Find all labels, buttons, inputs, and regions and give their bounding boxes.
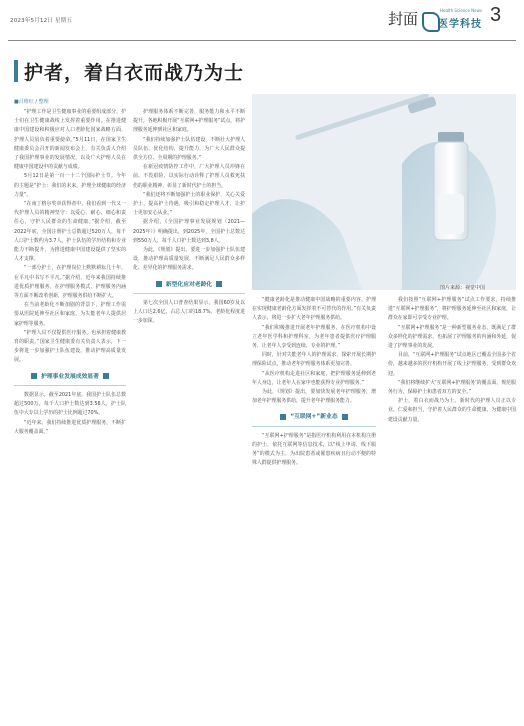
paragraph: “健康老龄化是推动健康中国战略的重要内容。护理在实现健康老龄化方面发挥着不可替代的作用。”有关负责人表示，将进一步扩大老年护理服务供给。 (252, 297, 376, 322)
paragraph: 据介绍，《全国护理事业发展规划（2021—2025年）》明确提出，到2025年，全国护士总数达到550万人，每千人口护士数达到3.8人。 (133, 219, 245, 244)
paragraph: “护理人员不仅提供医疗服务，也承担着健康教育的职责。”国家卫生健康委有关负责人表示，下一步将进一步加强护士队伍建设，推动护理高质量发展。 (14, 329, 126, 364)
article-photo (252, 94, 516, 290)
paragraph: 护士，着白衣而战乃为士。新时代的护理人员正以专业、仁爱和担当，守护着人民群众的生命健康，为健康中国建设贡献力量。 (388, 398, 516, 423)
logo-english-name: Health Science News (440, 8, 482, 13)
section-name: 封面 (388, 10, 419, 28)
paragraph: 在新冠疫情防控工作中，广大护理人员冲锋在前、不畏艰险，以实际行动诠释了护理人员救死扶伤的职业精神，彰显了新时代护士的担当。 (133, 164, 245, 189)
subhead-text: 护理事业发展成效显著 (41, 373, 99, 380)
paragraph: 为此，《规划》提出，要加快发展老年护理服务，增加老年护理服务供给，提升老年护理服务能力。 (252, 389, 376, 405)
paragraph: “互联网+护理服务”是指医疗机构利用在本机构注册的护士，依托互联网等信息技术，以“线上申请、线下服务”的模式为主，为出院患者或罹患疾病且行动不便的特殊人群提供护理服务。 (252, 432, 376, 467)
subhead-marker-icon (156, 281, 162, 287)
subhead-marker-icon (342, 414, 348, 420)
page-header (0, 0, 524, 44)
article-column-1 (14, 108, 126, 720)
subhead-divider (252, 426, 376, 427)
subhead-divider (133, 293, 245, 294)
subhead-marker-icon (216, 281, 222, 287)
paragraph: “我们积极推进开展老年护理服务，在医疗机构中设立老年医学科和护理科室，为老年患者提供医疗护理服务，让老年人享受到连续、专业的护理。” (252, 324, 376, 350)
paragraph: “在南丁格尔奖章获得者中，我们看到一代又一代护理人员的精神坚守：以爱心、耐心、细心和责任心，守护人民群众的生命健康。”据介绍，截至2022年底，全国注册护士总数超过520万人，每千人口护士数约为3.7人。护士队伍的学历结构和专业能力不断提升，为推进健康中国建设提供了坚实的人才支撑。 (14, 201, 126, 263)
paragraph: “我们将继续扩大‘互联网+护理服务’的覆盖面，规范服务行为，保障护士和患者双方的安全。” (388, 379, 516, 396)
subhead-text: 新型化应对老龄化 (165, 281, 213, 288)
section-subhead-1 (14, 373, 126, 386)
issue-date: 2023年5月12日 星期五 (10, 18, 73, 24)
page-number: 3 (490, 4, 502, 26)
article-column-2 (133, 108, 245, 720)
subhead-marker-icon (31, 373, 37, 379)
medical-vial-illustration (252, 94, 516, 290)
header-rule (8, 40, 516, 41)
paragraph: 目前，“互联网+护理服务”试点地区已覆盖全国多个省份，越来越多的医疗机构开展了线上护理服务，受到群众欢迎。 (388, 352, 516, 377)
paragraph: 第七次全国人口普查结果显示，我国60岁及以上人口达2.6亿，占总人口的18.7%。老龄化程度进一步加深。 (133, 299, 245, 325)
subhead-marker-icon (280, 414, 286, 420)
paragraph: 为此，《规划》提出，要进一步加强护士队伍建设，推动护理高质量发展，不断满足人民群众多样化、差异化的护理服务需求。 (133, 247, 245, 272)
article-title: 护者，着白衣而战乃为士 (24, 62, 245, 84)
paragraph: “互联网+护理服务”是一种新型服务业态，既满足了群众多样化的护理需求，也拓展了护理服务的内涵和外延，促进了护理事业的发展。 (388, 324, 516, 350)
paragraph: “近年来，我们持续推进优质护理服务，不断扩大服务覆盖面。” (14, 419, 126, 435)
paragraph: 我们按照“互联网+护理服务”试点工作要求，持续推进“互联网+护理服务”，将护理服务延伸至社区和家庭，让群众在家即可享受专业护理。 (388, 297, 516, 322)
subhead-text: “互联网+”新业态 (290, 414, 338, 421)
paragraph: “从医疗机构走进社区和家庭，把护理服务延伸到老年人身边，让老年人在家中也能获得专业护理服务。” (252, 370, 376, 386)
paragraph: 同时，针对失能老年人的护理需求，探索开展长期护理保险试点，推动老年护理服务体系更加完善。 (252, 352, 376, 368)
paragraph: “我们持续加强护士队伍建设，不断壮大护理人员队伍，优化结构，提升能力，为广大人民群众提供全方位、全周期的护理服务。” (133, 136, 245, 162)
newspaper-logo (412, 8, 484, 32)
paragraph: 在当前老龄化不断加剧的背景下，护理工作需要从医院延伸至社区和家庭，为失能老年人提供居家护理等服务。 (14, 302, 126, 327)
section-subhead-3 (252, 413, 376, 426)
subhead-divider (14, 385, 126, 386)
logo-chinese-name: 医学科技 (438, 19, 482, 30)
title-accent-bar (14, 60, 18, 82)
paragraph: “我们还将不断加强护士的职业保护，关心关爱护士，提高护士待遇，吸引和稳定护理人才，让护士更加安心从业。” (133, 191, 245, 217)
paragraph: 5月12日是第一百一十二个国际护士节。今年的主题是“护士：我们的未来。护理全球健康的经济力量”。 (14, 173, 126, 198)
paragraph: 护理服务体系不断完善，服务能力和水平不断提升。各地积极开展“互联网+护理服务”试点，将护理服务延伸到社区和家庭。 (133, 109, 245, 134)
subhead-marker-icon (103, 373, 109, 379)
paragraph: “一部分护士，在护理岗位上默默耕耘几十年，在平凡中书写不平凡。”据介绍，近年来我国持续推进优质护理服务，在护理服务模式、护理服务内涵等方面不断改革创新，护理服务供给不断扩大。 (14, 265, 126, 300)
paragraph: “护理工作是卫生健康事业的重要组成部分，护士们在卫生健康战线上发挥着重要作用。在推进健康中国建设和积极应对人口老龄化国家战略方面，护理人员肩负着重要使命。”5月11日，在国家卫生健康委员会召开的新闻发布会上，有关负责人介绍了我国护理事业的发展情况，以及广大护理人员在健康中国建设中的贡献与成绩。 (14, 109, 126, 171)
photo-caption: 图片来源：视觉中国 (440, 285, 486, 291)
article-column-4 (388, 296, 516, 720)
paragraph: 数据显示，截至2021年底，我国护士队伍总数超过500万，每千人口护士数达到3.56人，护士队伍中大专以上学历的护士比例超过70%。 (14, 391, 126, 417)
article-column-3 (252, 296, 376, 720)
article-byline: ■吕维红 / 整理 (14, 99, 49, 105)
section-subhead-2 (133, 281, 245, 294)
